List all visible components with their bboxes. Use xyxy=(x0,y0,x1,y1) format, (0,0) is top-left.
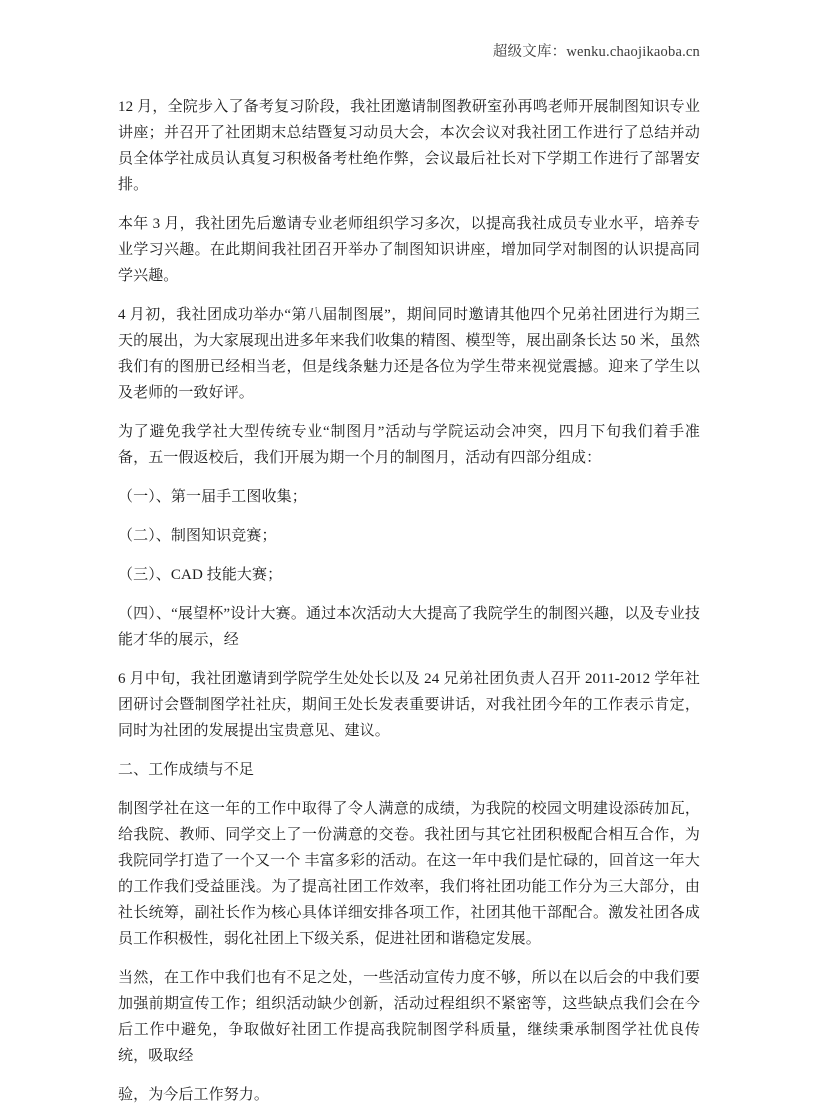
site-watermark-header: 超级文库：wenku.chaojikaoba.cn xyxy=(492,44,700,60)
para-drawing-month: 为了避免我学社大型传统专业“制图月”活动与学院运动会冲突，四月下旬我们着手准备，五一假返校后，我们开展为期一个月的制图月，活动有四部分组成： xyxy=(118,424,700,466)
para-april-exhibition: 4 月初，我社团成功举办“第八届制图展”，期间同时邀请其他四个兄弟社团进行为期三天的展出，为大家展现出进多年来我们收集的精图、模型等，展出副条长达 50 米，虽然我们有的图册已经相当老，但是线条魅力还是各位为学生带来视觉震撼。迎来了学生以及老师的一致好评。 xyxy=(118,307,700,401)
list-item-two: （二）、制图知识竞赛； xyxy=(118,528,277,544)
list-item-four: （四）、“展望杯”设计大赛。通过本次活动大大提高了我院学生的制图兴趣，以及专业技能才华的展示，经 xyxy=(118,606,700,648)
para-closing: 验，为今后工作努力。 xyxy=(118,1087,270,1103)
list-item-three: （三）、CAD 技能大赛； xyxy=(118,567,283,583)
para-achievements: 制图学社在这一年的工作中取得了令人满意的成绩，为我院的校园文明建设添砖加瓦，给我院、教师、同学交上了一份满意的交卷。我社团与其它社团积极配合相互合作，为我院同学打造了一个又一个 丰富多彩的活动。在这一年中我们是忙碌的，回首这一年大的工作我们受益匪浅。为了提高社团工作效率，我们将社团功能工作分为三大部分，由社长统筹，副社长作为核心具体详细安排各项工作，社团其他干部配合。激发社团各成员工作积极性，弱化社团上下级关系，促进社团和谐稳定发展。 xyxy=(118,801,700,947)
document-body xyxy=(118,94,700,1108)
heading-section-two: 二、工作成绩与不足 xyxy=(118,762,254,778)
para-december: 12 月，全院步入了备考复习阶段，我社团邀请制图教研室孙再鸣老师开展制图知识专业讲座；并召开了社团期末总结暨复习动员大会，本次会议对我社团工作进行了总结并动员全体学社成员认真复习积极备考杜绝作弊，会议最后社长对下学期工作进行了部署安排。 xyxy=(118,99,700,193)
list-item-one: （一）、第一届手工图收集； xyxy=(118,489,307,505)
para-march: 本年 3 月，我社团先后邀请专业老师组织学习多次，以提高我社成员专业水平，培养专业学习兴趣。在此期间我社团召开举办了制图知识讲座，增加同学对制图的认识提高同学兴趣。 xyxy=(118,216,700,284)
para-shortcomings: 当然，在工作中我们也有不足之处，一些活动宣传力度不够，所以在以后会的中我们要加强前期宣传工作；组织活动缺少创新，活动过程组织不紧密等，这些缺点我们会在今后工作中避免，争取做好社团工作提高我院制图学科质量，继续秉承制图学社优良传统，吸取经 xyxy=(118,970,700,1064)
para-june-seminar: 6 月中旬，我社团邀请到学院学生处处长以及 24 兄弟社团负责人召开 2011-2012 学年社团研讨会暨制图学社社庆，期间王处长发表重要讲话，对我社团今年的工作表示肯定，同时为社团的发展提出宝贵意见、建议。 xyxy=(118,671,700,739)
